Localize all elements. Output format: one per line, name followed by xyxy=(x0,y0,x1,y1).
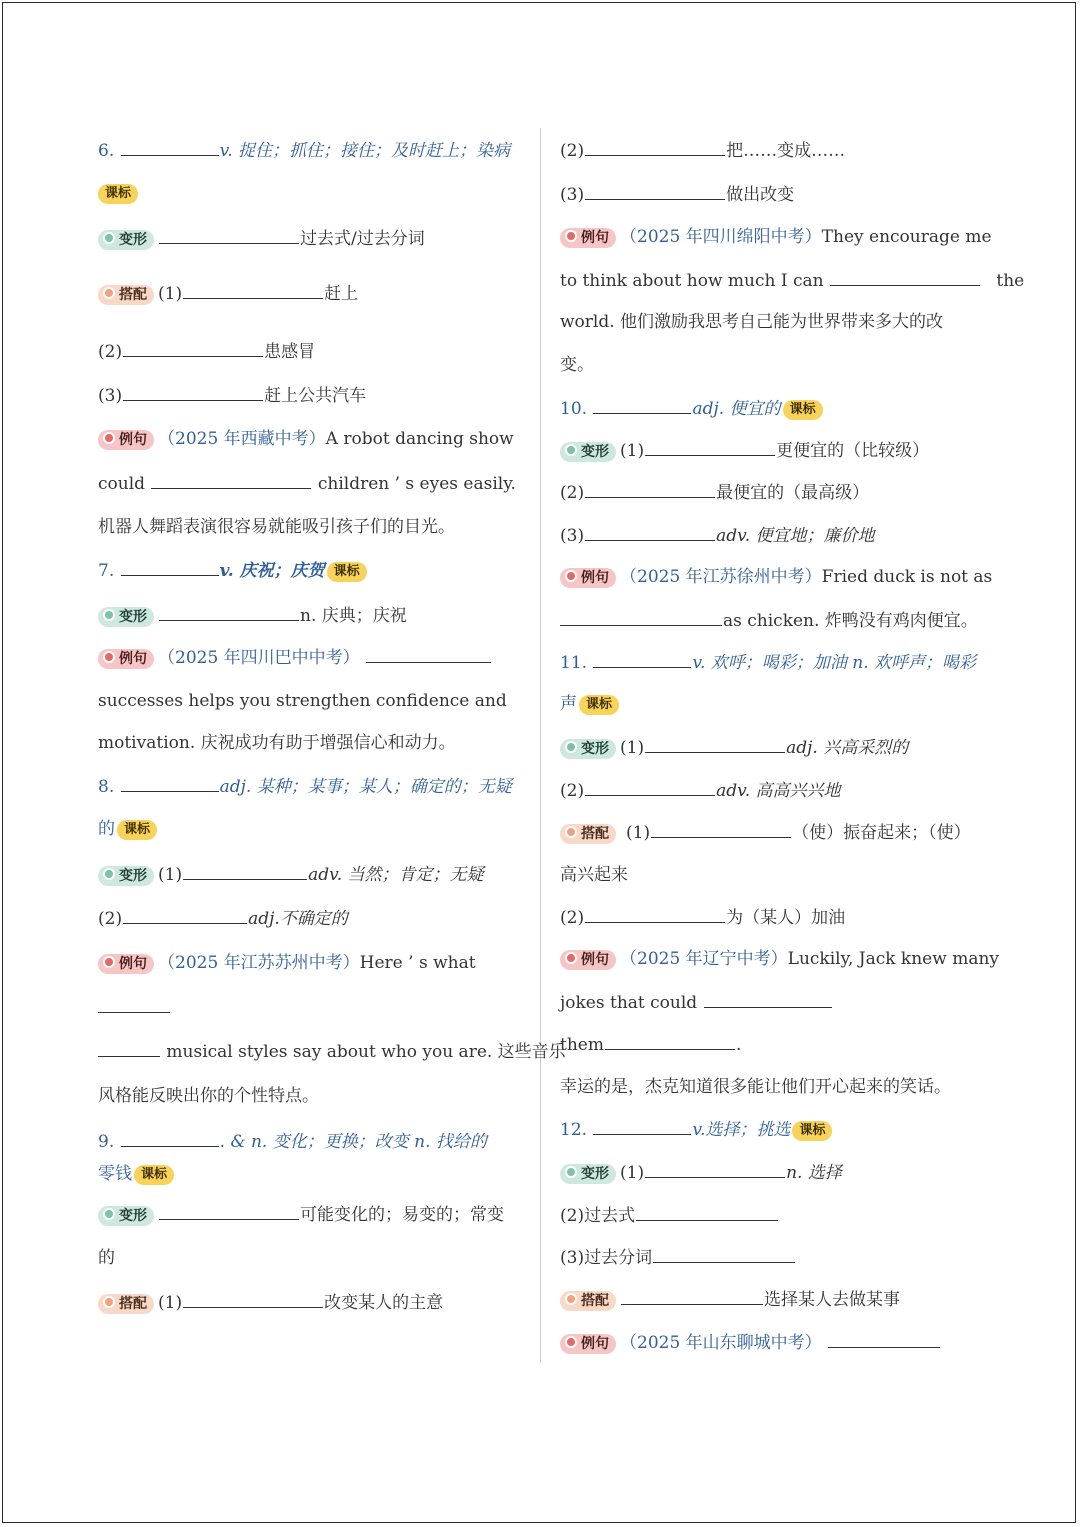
answer-blank[interactable] xyxy=(121,774,219,792)
variant-tag: 变形 xyxy=(560,1164,616,1184)
item-6-heading xyxy=(98,138,510,163)
answer-blank[interactable] xyxy=(593,396,691,414)
answer-blank[interactable] xyxy=(121,138,219,156)
answer-blank[interactable] xyxy=(653,1245,795,1263)
answer-blank[interactable] xyxy=(645,1160,785,1178)
variant-tag: 变形 xyxy=(98,1206,154,1226)
item-11-collocation-2: (2) 为（某人）加油 xyxy=(560,905,845,930)
answer-blank[interactable] xyxy=(366,645,491,663)
answer-blank[interactable] xyxy=(123,339,263,357)
tag-dot-icon xyxy=(103,651,115,663)
answer-blank[interactable] xyxy=(585,182,725,200)
item-10-variant-3: (3) adv. 便宜地；廉价地 xyxy=(560,523,875,548)
item-6-example-1: 例句 （2025 年西藏中考）A robot dancing show xyxy=(98,427,514,451)
answer-blank[interactable] xyxy=(605,1032,735,1050)
tag-dot-icon xyxy=(103,1208,115,1220)
answer-blank[interactable] xyxy=(121,558,219,576)
item-8-example-3: musical styles say about who you are. 这些音乐 xyxy=(98,1039,566,1064)
tag-dot-icon xyxy=(103,609,115,621)
variant-tag: 变形 xyxy=(560,739,616,759)
answer-blank[interactable] xyxy=(593,650,691,668)
item-9-heading-cont: 零钱 课标 xyxy=(98,1162,174,1186)
tag-dot-icon xyxy=(103,432,115,444)
variant-tag: 变形 xyxy=(98,230,154,250)
tag-dot-icon xyxy=(565,741,577,753)
item-9-example-2: to think about how much I can the xyxy=(560,268,1024,293)
item-11-example-2: jokes that could xyxy=(560,990,833,1015)
tag-dot-icon xyxy=(103,868,115,880)
answer-blank[interactable] xyxy=(183,862,307,880)
answer-blank[interactable] xyxy=(151,471,311,489)
item-11-example-1: 例句 （2025 年辽宁中考）Luckily, Jack knew many xyxy=(560,947,999,971)
item-8-variant-2: (2) adj.不确定的 xyxy=(98,906,348,931)
tag-dot-icon xyxy=(565,444,577,456)
item-11-collocation-1: 搭配 (1) （使）振奋起来；（使） xyxy=(560,820,971,845)
answer-blank[interactable] xyxy=(621,1287,763,1305)
item-12-variant-2: (2)过去式 xyxy=(560,1203,779,1228)
item-8-variant-1: 变形 (1) adv. 当然；肯定；无疑 xyxy=(98,862,484,887)
item-8-example-1: 例句 （2025 年江苏苏州中考）Here ’ s what xyxy=(98,951,476,975)
item-9-collocation-1: 搭配 (1) 改变某人的主意 xyxy=(98,1290,443,1315)
answer-blank[interactable] xyxy=(704,990,832,1008)
item-9-variant-cont: 的 xyxy=(98,1248,115,1268)
item-6-collocation-1: 搭配 (1) 赶上 xyxy=(98,281,358,306)
item-11-example-3: them . xyxy=(560,1032,741,1057)
variant-tag: 变形 xyxy=(98,866,154,886)
item-8-example-4: 风格能反映出你的个性特点。 xyxy=(98,1086,319,1106)
tag-dot-icon xyxy=(565,1336,577,1348)
item-9-collocation-3: (3) 做出改变 xyxy=(560,182,794,207)
item-9-example-3: world. 他们激励我思考自己能为世界带来多大的改 xyxy=(560,312,944,332)
item-11-heading: 11. v. 欢呼；喝彩；加油 n. 欢呼声；喝彩 xyxy=(560,650,976,675)
item-11-collocation-1-cont: 高兴起来 xyxy=(560,865,628,885)
example-tag: 例句 xyxy=(560,568,616,588)
collocation-tag: 搭配 xyxy=(98,1294,154,1314)
item-11-heading-cont: 声 课标 xyxy=(560,692,619,716)
answer-blank[interactable] xyxy=(123,383,263,401)
tag-dot-icon xyxy=(565,230,577,242)
item-6-variant xyxy=(98,226,425,251)
item-7-example-1: 例句 （2025 年四川巴中中考） xyxy=(98,645,492,670)
item-6-collocation-3: (3) 赶上公共汽车 xyxy=(98,383,366,408)
answer-blank[interactable] xyxy=(98,1039,160,1057)
tag-dot-icon xyxy=(103,232,115,244)
curriculum-badge: 课标 xyxy=(579,695,619,715)
answer-blank[interactable] xyxy=(183,1290,323,1308)
item-7-heading: 7. v. 庆祝；庆贺 课标 xyxy=(98,558,367,583)
item-7-variant: 变形 n. 庆典；庆祝 xyxy=(98,603,407,628)
curriculum-badge: 课标 xyxy=(327,562,367,582)
example-tag: 例句 xyxy=(560,950,616,970)
curriculum-badge: 课标 xyxy=(134,1165,174,1185)
example-tag: 例句 xyxy=(560,228,616,248)
curriculum-badge: 课标 xyxy=(117,820,157,840)
answer-blank[interactable] xyxy=(828,1330,940,1348)
column-divider xyxy=(540,128,541,1363)
item-12-collocation: 搭配 选择某人去做某事 xyxy=(560,1287,900,1312)
curriculum-badge: 课标 xyxy=(98,184,138,204)
item-6-curriculum xyxy=(98,181,138,205)
example-tag: 例句 xyxy=(98,649,154,669)
answer-blank[interactable] xyxy=(123,906,247,924)
item-10-variant-2: (2) 最便宜的（最高级） xyxy=(560,480,869,505)
item-9-example-1: 例句 （2025 年四川绵阳中考）They encourage me xyxy=(560,225,992,249)
answer-blank[interactable] xyxy=(585,138,725,156)
item-7-example-2: successes helps you strengthen confidence and xyxy=(98,691,507,711)
answer-blank[interactable] xyxy=(159,226,299,244)
item-9-heading: 9. . & n. 变化；更换；改变 n. 找给的 xyxy=(98,1129,487,1154)
answer-blank[interactable] xyxy=(159,603,299,621)
answer-blank[interactable] xyxy=(560,608,722,626)
example-tag: 例句 xyxy=(98,430,154,450)
item-11-variant-1: 变形 (1) adj. 兴高采烈的 xyxy=(560,735,908,760)
item-9-example-4: 变。 xyxy=(560,355,594,375)
answer-blank[interactable] xyxy=(645,735,785,753)
tag-dot-icon xyxy=(565,1293,577,1305)
answer-blank[interactable] xyxy=(645,438,775,456)
example-tag: 例句 xyxy=(98,954,154,974)
item-11-example-4: 幸运的是，杰克知道很多能让他们开心起来的笑话。 xyxy=(560,1077,951,1097)
item-number: 6. xyxy=(98,141,115,161)
item-6-example-translation: 机器人舞蹈表演很容易就能吸引孩子们的目光。 xyxy=(98,517,455,537)
item-8-heading-cont: 的 课标 xyxy=(98,817,157,841)
collocation-tag: 搭配 xyxy=(98,285,154,305)
item-11-variant-2: (2) adv. 高高兴兴地 xyxy=(560,778,841,803)
variant-tag: 变形 xyxy=(98,607,154,627)
tag-dot-icon xyxy=(565,952,577,964)
answer-blank[interactable] xyxy=(830,268,980,286)
collocation-tag: 搭配 xyxy=(560,1291,616,1311)
answer-blank[interactable] xyxy=(593,1117,691,1135)
item-12-example-1: 例句 （2025 年山东聊城中考） xyxy=(560,1330,941,1355)
curriculum-badge: 课标 xyxy=(783,400,823,420)
item-10-heading: 10. adj. 便宜的 课标 xyxy=(560,396,823,421)
item-12-heading: 12. v.选择；挑选 课标 xyxy=(560,1117,832,1142)
item-10-example-1: 例句 （2025 年江苏徐州中考）Fried duck is not as xyxy=(560,565,992,589)
answer-blank[interactable] xyxy=(183,281,323,299)
tag-dot-icon xyxy=(565,570,577,582)
answer-blank[interactable] xyxy=(651,820,791,838)
item-8-heading: 8. adj. 某种；某事；某人；确定的；无疑 xyxy=(98,774,512,799)
tag-dot-icon xyxy=(103,1296,115,1308)
answer-blank[interactable] xyxy=(636,1203,778,1221)
item-6-collocation-2: (2) 患感冒 xyxy=(98,339,315,364)
tag-dot-icon xyxy=(103,287,115,299)
item-6-example-2: could children ’ s eyes easily. xyxy=(98,471,516,496)
tag-dot-icon xyxy=(565,826,577,838)
item-9-variant: 变形 可能变化的；易变的；常变 xyxy=(98,1202,504,1227)
answer-blank[interactable] xyxy=(585,778,715,796)
item-7-example-3: motivation. 庆祝成功有助于增强信心和动力。 xyxy=(98,733,456,753)
tag-dot-icon xyxy=(565,1166,577,1178)
definition: v. 捉住；抓住；接住；及时赶上；染病 xyxy=(219,141,511,161)
item-9-collocation-2: (2) 把……变成…… xyxy=(560,138,845,163)
answer-blank[interactable] xyxy=(121,1129,219,1147)
collocation-tag: 搭配 xyxy=(560,824,616,844)
curriculum-badge: 课标 xyxy=(792,1121,832,1141)
item-10-variant-1: 变形 (1) 更便宜的（比较级） xyxy=(560,438,929,463)
answer-blank[interactable] xyxy=(98,995,170,1013)
item-10-example-2: as chicken. 炸鸭没有鸡肉便宜。 xyxy=(560,608,978,633)
item-8-example-2 xyxy=(98,995,171,1020)
example-tag: 例句 xyxy=(560,1334,616,1354)
answer-blank[interactable] xyxy=(159,1202,299,1220)
answer-blank[interactable] xyxy=(585,480,715,498)
answer-blank[interactable] xyxy=(585,523,715,541)
item-12-variant-1: 变形 (1) n. 选择 xyxy=(560,1160,842,1185)
tag-dot-icon xyxy=(103,956,115,968)
variant-text: 过去式/过去分词 xyxy=(300,229,425,249)
item-12-variant-3: (3)过去分词 xyxy=(560,1245,796,1270)
variant-tag: 变形 xyxy=(560,442,616,462)
answer-blank[interactable] xyxy=(585,905,725,923)
